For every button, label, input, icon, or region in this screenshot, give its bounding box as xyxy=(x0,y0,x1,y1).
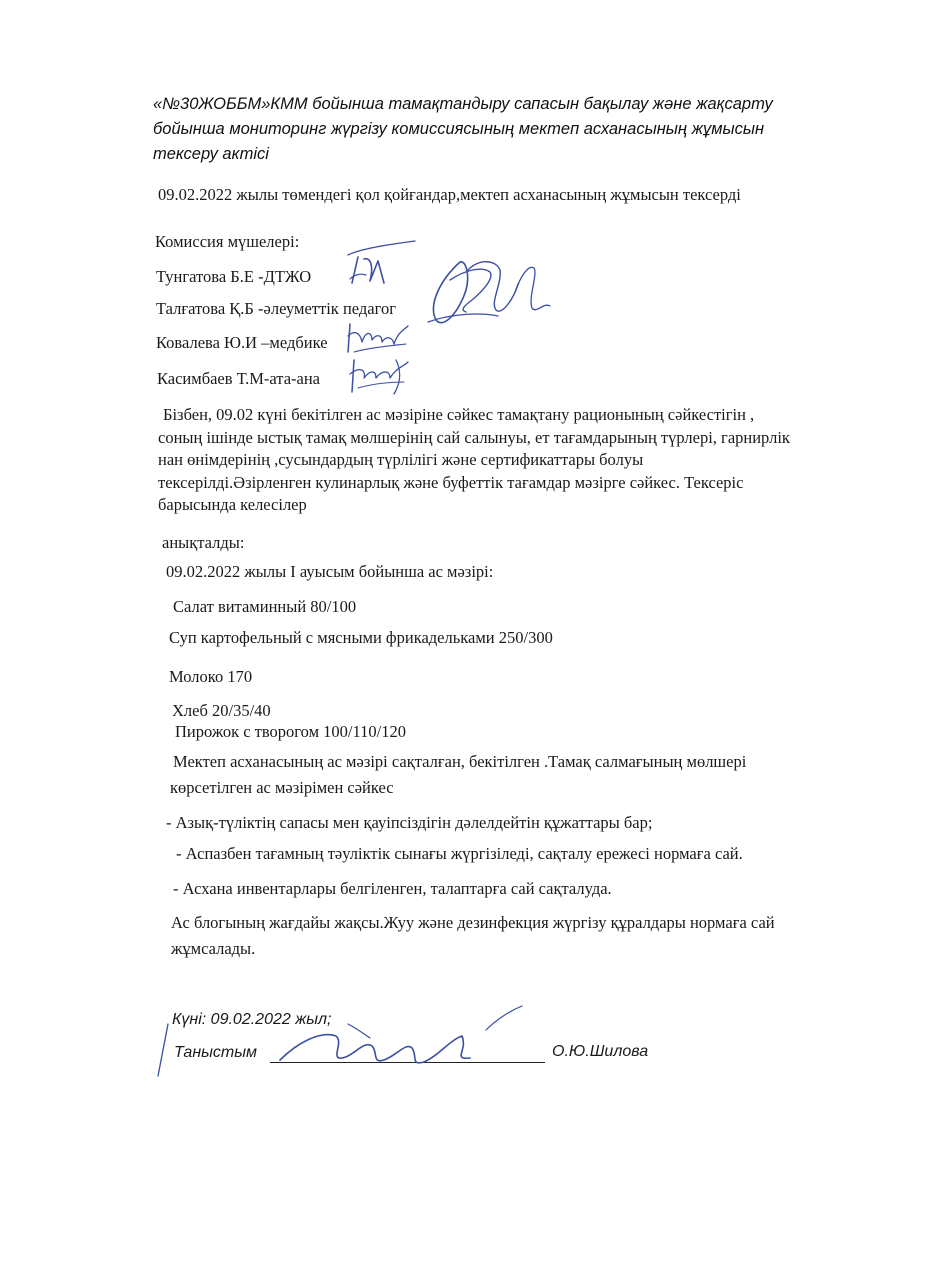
commission-heading: Комиссия мүшелері: xyxy=(155,232,300,251)
menu-item: Молоко 170 xyxy=(169,667,253,686)
paragraph-line: Бізбен, 09.02 күні бекітілген ас мәзіріне сәйкес тамақтану рационының сәйкестігін , xyxy=(163,405,755,424)
paragraph-line: жұмсалады. xyxy=(171,939,256,958)
finding-item: - Азық-түліктің сапасы мен қауіпсіздігін дәлелдейтін құжаттары бар; xyxy=(166,813,653,832)
acknowledged-name: О.Ю.Шилова xyxy=(552,1043,649,1060)
paragraph-line: көрсетілген ас мәзірімен сәйкес xyxy=(170,778,394,797)
paragraph-line: барысында келесілер xyxy=(158,495,307,514)
finding-item: - Асхана инвентарлары белгіленген, талаптарға сай сақталуда. xyxy=(173,879,612,898)
paragraph-line: тексерілді.Әзірленген кулинарлық және буфеттік тағамдар мәзірге сәйкес. Тексеріс xyxy=(158,472,744,492)
closing-paragraph xyxy=(171,910,775,962)
menu-item: Хлеб 20/35/40 xyxy=(172,701,271,720)
document-title xyxy=(153,92,868,167)
acknowledged-label: Таныстым xyxy=(174,1044,257,1061)
footer-date: Күні: 09.02.2022 жыл; xyxy=(172,1011,332,1028)
signature-tungatova xyxy=(340,235,430,295)
paragraph-line: нан өнімдерінің ,сусындардың түрлілігі және сертификаттары болуы xyxy=(158,450,644,469)
signature-kasimbaev xyxy=(346,352,416,397)
menu-heading: 09.02.2022 жылы I ауысым бойынша ас мәзірі: xyxy=(166,562,494,581)
signature-shilova xyxy=(150,1000,530,1080)
check-paragraph xyxy=(158,404,790,517)
menu-item: Пирожок с творогом 100/110/120 xyxy=(175,722,406,741)
finding-item: - Аспазбен тағамның тәуліктік сынағы жүргізіледі, сақталу ережесі нормаға сай. xyxy=(176,844,743,863)
paragraph-line: Ас блогының жағдайы жақсы.Жуу және дезинфекция жүргізу құралдары нормаға сай xyxy=(171,913,775,932)
menu-note xyxy=(170,749,746,801)
paragraph-line: соның ішінде ыстық тамақ мөлшерінің сай салынуы, ет тағамдарының түрлері, гарнирлік xyxy=(158,427,790,447)
commission-member: Тунгатова Б.Е -ДТЖО xyxy=(156,267,312,286)
intro-text: 09.02.2022 жылы төмендегі қол қойғандар,мектеп асханасының жұмысын тексерді xyxy=(158,185,741,204)
commission-member: Касимбаев Т.М-ата-ана xyxy=(157,369,320,388)
paragraph-line: Мектеп асханасының ас мәзірі сақталған, бекітілген .Тамақ салмағының мөлшері xyxy=(173,752,747,771)
commission-member: Талғатова Қ.Б -әлеуметтік педагог xyxy=(156,299,396,318)
title-line-1: «№30ЖОББМ»КММ бойынша тамақтандыру сапасын бақылау және жақсарту xyxy=(153,95,773,113)
signature-talgatova xyxy=(420,250,560,340)
commission-member: Ковалева Ю.И –медбике xyxy=(156,333,328,352)
menu-item: Салат витаминный 80/100 xyxy=(173,597,357,616)
title-line-3: тексеру актісі xyxy=(153,145,269,163)
menu-item: Суп картофельный с мясными фрикадельками 250/300 xyxy=(169,628,553,647)
revealed-label: анықталды: xyxy=(162,533,245,552)
title-line-2: бойынша мониторинг жүргізу комиссиясының мектеп асханасының жұмысын xyxy=(153,120,765,138)
